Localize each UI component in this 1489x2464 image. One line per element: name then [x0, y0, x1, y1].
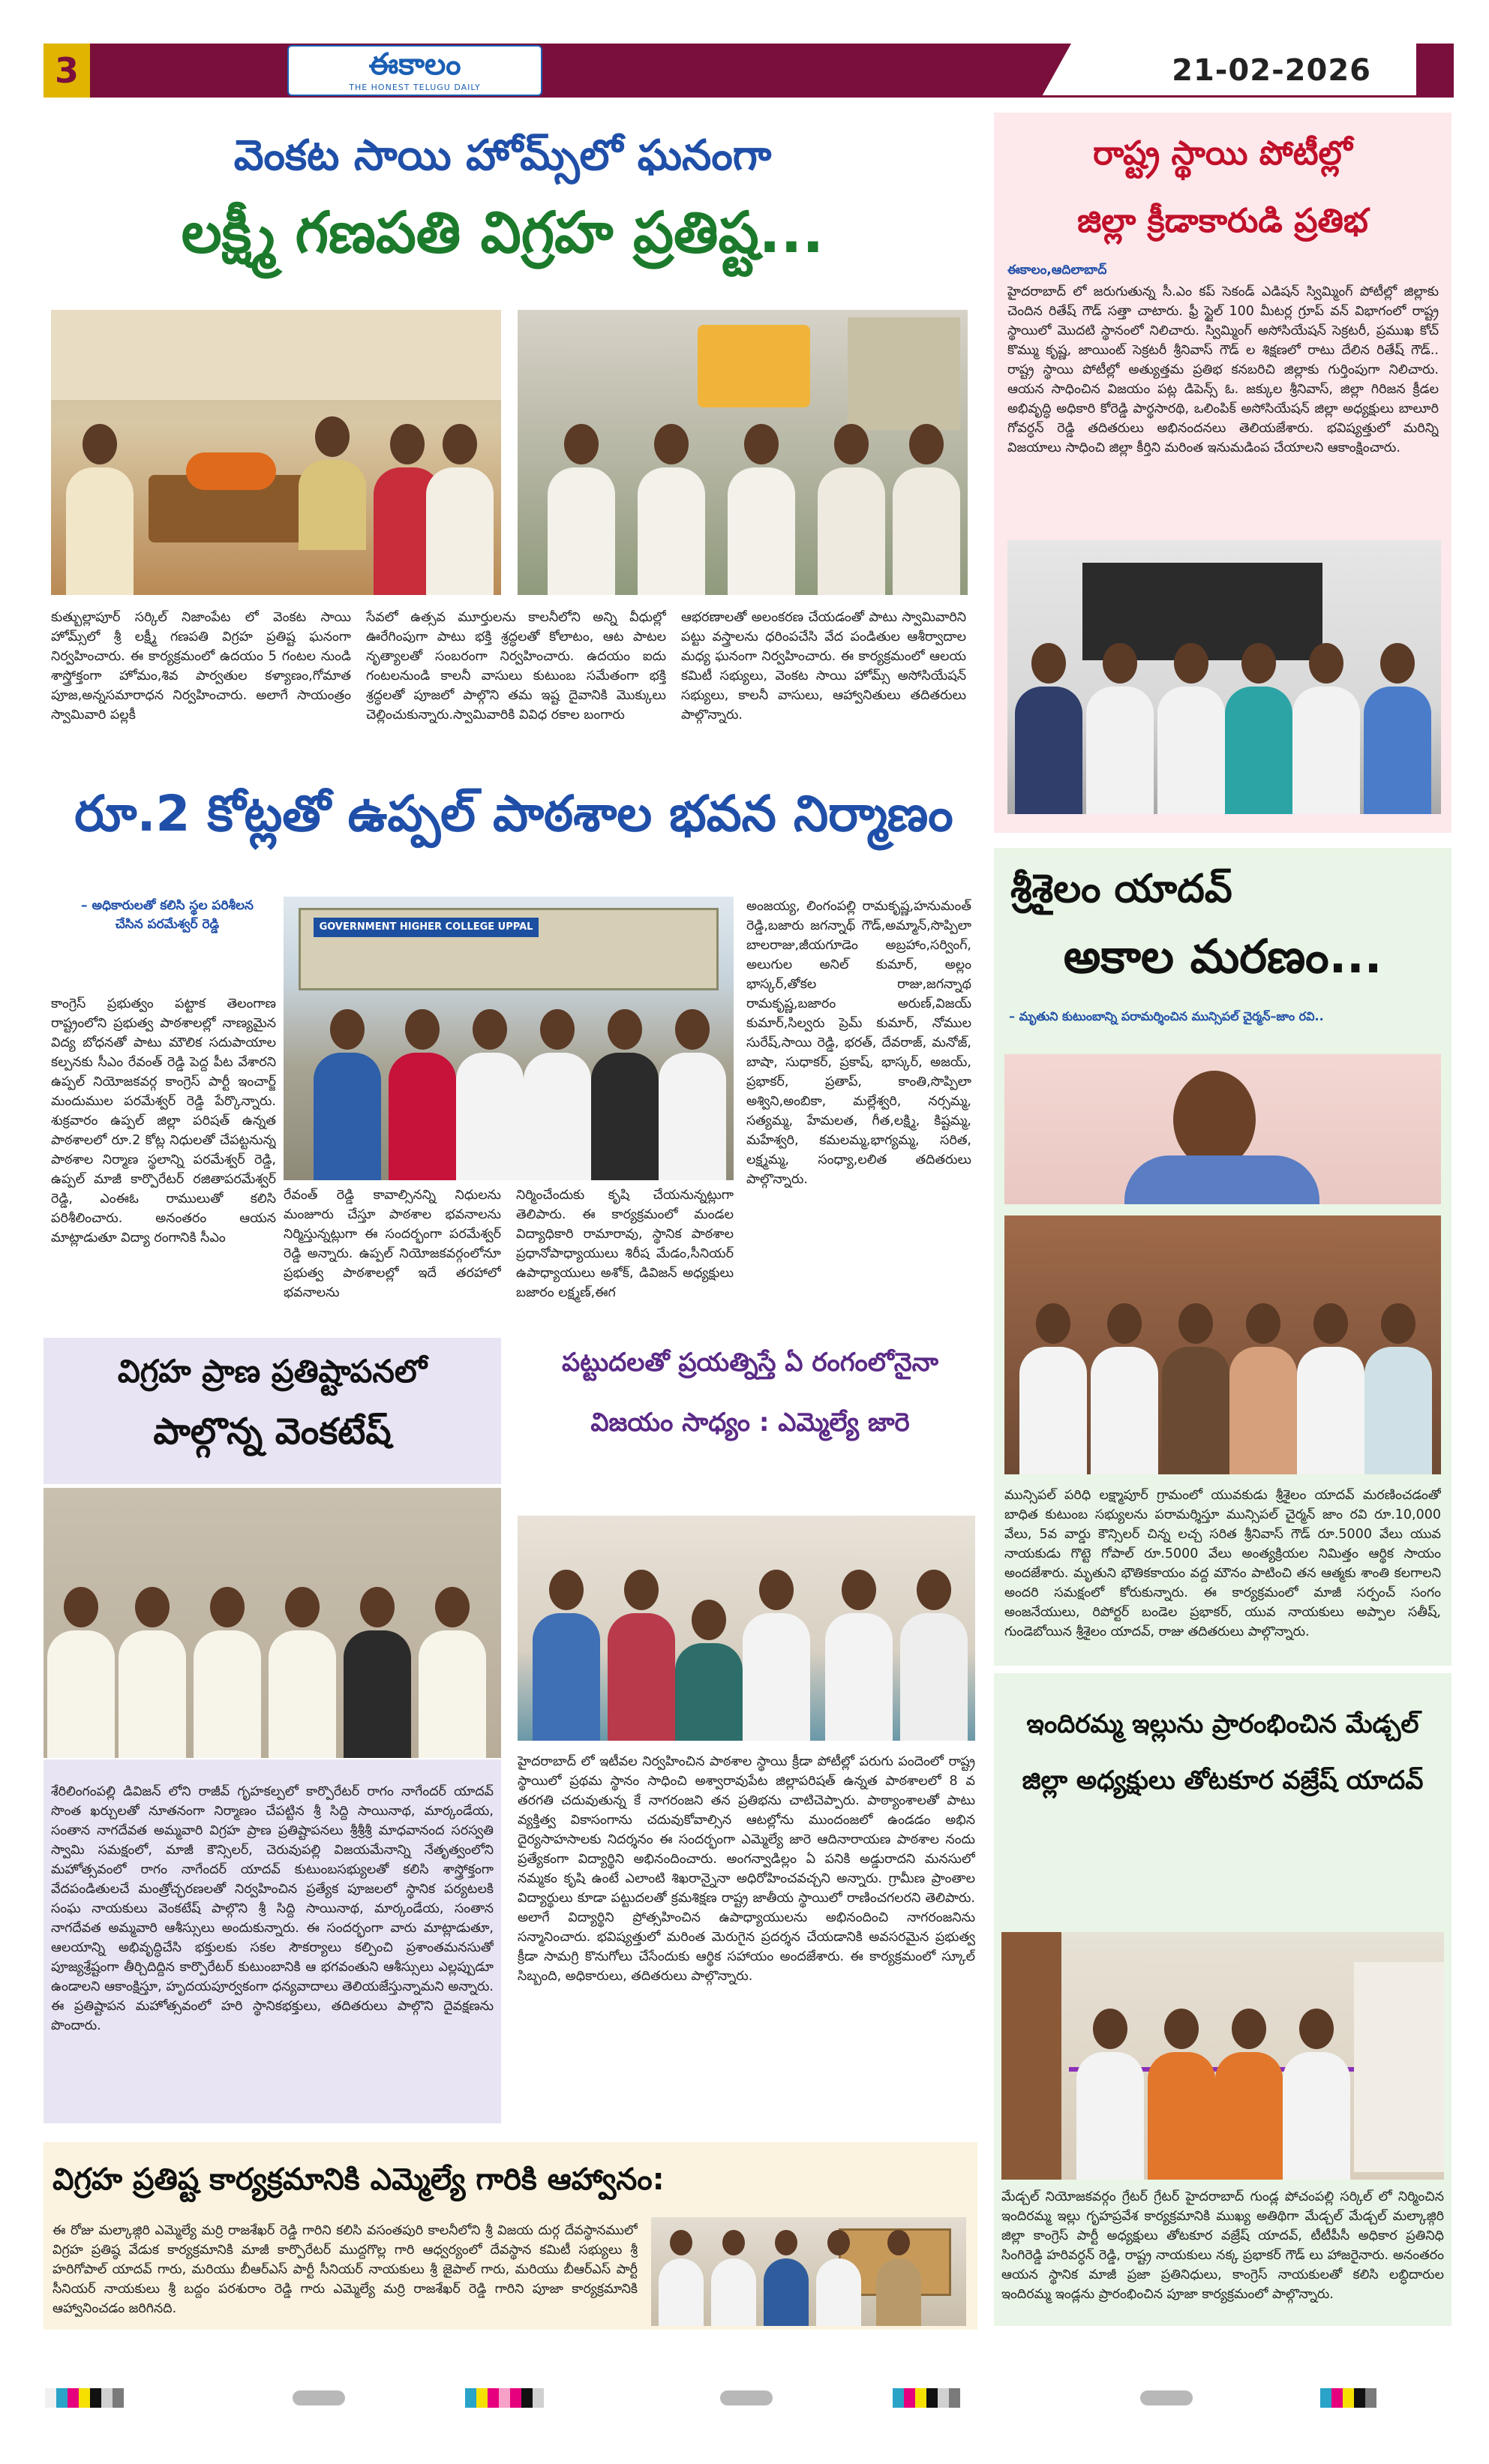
registration-mark-2: [720, 2390, 773, 2405]
uppal-subhead: – అధికారులతో కలిసి స్థల పరిశీలన చేసిన పరమేశ్వర్ రెడ్డి: [81, 898, 254, 932]
masthead-bar: [44, 44, 1041, 98]
mla-headline-1: పట్టుదలతో ప్రయత్నిస్తే ఏ రంగంలోనైనా: [562, 1348, 938, 1378]
uppal-body-col-4: అంజయ్య, లింగంపల్లి రామకృష్ణ,హనుమంత్ రెడ్డి,బజారు జగన్నాథ్ గౌడ్,అమ్మాన్,సొప్పిలా బాలరాజు,జీయగూడెం అబ్రహాం,సర్వింగ్, అలుగుల అనిల్ కుమార్, అల్లం భాస్కర్,తోకల రాజు,జగన్నాథ రామకృష్ణ,బజారం అరుణ్,విజయ్ కుమార్,సిల్వరు ప్రెమ్ కుమార్, నోముల సురేష్,సాయి రెడ్డి, భరత్, దేవరాజ్, మనోజ్, బాషా, సుధాకర్, ప్రకాష్, భాస్కర్, అజయ్, ప్రభాకర్, ప్రతాప్, కాంతి,సొప్పిలా అశ్విని,అంబికా, మల్లేశ్వరి, నర్సమ్మ, సత్యమ్మ, హేమలత, గీత,లక్ష్మి, కిష్టమ్మ, మహేశ్వరి, కమలమ్మ,భాగ్యమ్మ, సరిత, లక్ష్మమ్మ, సంధ్యా,లలిత తదితరులు పాల్గొన్నారు.: [746, 899, 971, 1187]
registration-mark-1: [293, 2390, 345, 2405]
color-registration-bar-4: [1320, 2388, 1376, 2408]
srisailam-box: [994, 848, 1451, 1666]
mla-headline-2: విజయం సాధ్యం : ఎమ్మెల్యే జారె: [590, 1408, 910, 1438]
issue-date: 21-02-2026: [1172, 53, 1371, 88]
lakshmi-headline-1: వెంకట సాయి హోమ్స్‌లో ఘనంగా: [233, 131, 772, 180]
uppal-headline: రూ.2 కోట్లతో ఉప్పల్ పాఠశాల భవన నిర్మాణం: [74, 785, 953, 843]
state-level-box: [994, 113, 1451, 833]
lakshmi-puja-photo: [51, 310, 501, 595]
color-registration-bar-1: [45, 2388, 124, 2408]
indiramma-inauguration-photo: [1001, 1932, 1444, 2180]
lakshmi-body-col-3: ఆభరణాలతో అలంకరణ చేయడంతో పాటు స్వామివారిని పట్టు వస్త్రాలను ధరింపచేసి వేద పండితుల ఆశీర్వాదాల మధ్య ఘనంగా నిర్వహించారు. ఈ కార్యక్రమంలో ఆలయ కమిటీ సభ్యులు, వెంకట సాయి హోమ్స్ అసోసియేషన్ సభ్యులు, కాలనీ వాసులు, ఆహ్వానితులు తదితరులు పాల్గొన్నారు.: [681, 610, 966, 723]
vigraha-headline-1: విగ్రహ ప్రాణ ప్రతిష్టాపనలో: [117, 1353, 428, 1390]
indiramma-body: మేడ్చల్ నియోజకవర్గం గ్రేటర్ గ్రేటర్ హైదరాబాద్ గుండ్ల పోచంపల్లి సర్కిల్ లో నిర్మించిన ఇందిరమ్మ ఇల్లు గృహప్రవేశ కార్యక్రమానికి ముఖ్య అతిథిగా మేడ్చల్ మేడ్చల్ మల్కాజ్గిరి జిల్లా కాంగ్రెస్ పార్టీ అధ్యక్షులు తోటకూర వజ్రేష్ యాదవ్, టీటీపీసీ అధికార ప్రతినిధి సింగిరెడ్డి హరివర్ధన్ రెడ్డి, రాష్ట్ర నాయకులు నక్క ప్రభాకర్ గౌడ్ లు హాజరైనారు. అనంతరం ఆయన స్థానిక మాజీ ప్రజా ప్రతినిధులు, కాంగ్రెస్ నాయకులతో కలిసి లబ్ధిదారుల ఇందిరమ్మ ఇండ్లను ప్రారంభించిన పూజా కార్యక్రమంలో పాల్గొన్నారు.: [1001, 2189, 1444, 2302]
registration-mark-3: [1140, 2390, 1193, 2405]
indiramma-headline-2: జిల్లా అధ్యక్షులు తోటకూర వజ్రేష్ యాదవ్: [1022, 1765, 1424, 1795]
logo-text: ఈకాలం: [368, 47, 461, 82]
state-team-photo: [1007, 540, 1441, 814]
srisailam-body: మున్సిపల్ పరిధి లక్ష్మాపూర్ గ్రామంలో యువకుడు శ్రీశైలం యాదవ్ మరణించడంతో బాధిత కుటుంబ సభ్యులను పరామర్శిస్తూ మున్సిపల్ చైర్మన్ జాం రవి రూ.10,000 వేలు, 5వ వార్డు కౌన్సిలర్ చిన్న లచ్చ సరిత శ్రీనివాస్ గౌడ్ రూ.5000 వేలు యువ నాయకుడు గొట్టె గోపాల్ రూ.5000 వేలు అంత్యక్రియల నిమిత్తం ఆర్థిక సాయం అందజేశారు. మృతుని భౌతికకాయం వద్ద మౌనం పాటించి తన ఆత్మకు శాంతి కలగాలని అందరి సమక్షంలో కోరుకున్నారు. ఈ కార్యక్రమంలో మాజీ సర్పంచ్ సంగం అంజనేయులు, రిపోర్టర్ బండెల ప్రభాకర్, యువ నాయకులు అప్పాల సతీష్, గుండెబోయిన శ్రీశైలం యాదవ్, రాజు తదితరులు పాల్గొన్నారు.: [1004, 1488, 1441, 1639]
indiramma-box: [994, 1673, 1451, 2326]
masthead-divider: [1041, 44, 1071, 98]
mla-body: హైదరాబాద్ లో ఇటీవల నిర్వహించిన పాఠశాల స్థాయి క్రీడా పోటీల్లో పరుగు పందెంలో రాష్ట్ర స్థాయిలో ప్రథమ స్థానం సాధించి అశ్వారావుపేట జిల్లాపరిషత్ ఉన్నత పాఠశాలలో 8 వ తరగతి చదువుతున్న కే నాగరంజని తన ప్రతిభను చాటిచెప్పారు. పాఠ్యాంశాలతో పాటు వ్యక్తిత్వ వికాసంగాను చదువుకోవాల్సిన ఆటల్లోను ముందంజలో ఉండడం అభిన దైర్యసాహసాలకు నిదర్శనం ఈ సందర్భంగా ఎమ్మెల్యే జారె ఆదినారాయణ పాఠశాల నందు ప్రత్యేకంగా విద్యార్థిని అభినందించారు. అంగన్వాడిల్లం ఏ పనికి అడ్డురాదని మనసులో నమ్మకం కృషి ఉంటే ఎలాంటి శిఖరాన్నైనా అధిరోహించవచ్చని అన్నారు. గ్రామీణ ప్రాంతాల విద్యార్థులు కూడా పట్టుదలతో క్రమశిక్షణ రాష్ట్ర జాతీయ స్థాయిలో రాణించగలరని తెలిపారు. అలాగే విద్యార్థిని ప్రోత్సహించిన ఉపాధ్యాయులను అభినందించి నాగరంజనిను సన్మానించారు. భవిష్యత్తులో మరింత మెరుగైన ప్రదర్శన చేయడానికి అవసరమైన ప్రభుత్వ క్రీడా సామగ్రి కొనుగోలు చేసేందుకు ఆర్థిక సహాయం అందజేశారు. ఈ కార్యక్రమంలో స్కూల్ సిబ్బంది, అధికారులు, తదితరులు పాల్గొన్నారు.: [518, 1754, 975, 1984]
color-registration-bar-2: [465, 2388, 544, 2408]
lakshmi-body-col-2: సేవలో ఉత్సవ మూర్తులను కాలనీలోని అన్ని వీధుల్లో ఊరేగింపుగా పాటు భక్తి శ్రద్ధలతో కోలాటం, ఆట పాటల నృత్యాలతో సంబరంగా నిర్వహించారు. ఉదయం ఐదు గంటలనుండి కాలనీ వాసులు కుటుంబ సమేతంగా భక్తి శ్రద్ధలతో పూజలో పాల్గొని తమ ఇష్ట దైవానికి మొక్కులు చెల్లించుకున్నారు.స్వామివారికి వివిధ రకాల బంగారు: [366, 610, 666, 723]
state-body: హైదరాబాద్ లో జరుగుతున్న సీ.ఎం కప్ సెకండ్ ఎడిషన్ స్విమ్మింగ్ పోటీల్లో జిల్లాకు చెందిన రితేష్ గౌడ్ సత్తా చాటారు. ఫ్రీ స్టైల్ 100 మీటర్ల గ్రూప్ వన్ విభాగంలో రాష్ట్ర స్థాయిలో మొదటి స్థానంలో నిలిచారు. స్విమ్మింగ్ అసోసియేషన్ సెక్రటరీ, ప్రముఖ కోచ్ కొమ్ము కృష్ణ, జాయింట్ సెక్రటరీ శ్రీనివాస్ గౌడ్ ల శిక్షణలో రాటు దేలిన రితేష్ గౌడ్.. రాష్ట్ర స్థాయి పోటీల్లో అత్యుత్తమ ప్రతిభ కనబరిచి జిల్లాకు గుర్తింపుగా నిలిచారు. ఆయన సాధించిన విజయం పట్ల డిపెన్స్ ఓ. జక్కుల శ్రీనివాస్, జిల్లా గిరిజన క్రీడల అభివృద్ధి అధికారి కోరెడ్డి పార్థసారథి, ఒలింపిక్ అసోసియేషన్ జిల్లా అధ్యక్షులు బాలూరి గోవర్ధన్ రెడ్డి తదితరులు అభినందనలు తెలియజేశారు. భవిష్యత్తులో మరిన్ని విజయాలు సాధించి జిల్లా కీర్తిని మరింత ఇనుమడింప చేయాలని ఆకాంక్షించారు.: [1007, 284, 1439, 455]
uppal-body-col-3: నిర్మించేందుకు కృషి చేయనున్నట్లుగా తెలిపారు. ఈ కార్యక్రమంలో మండల విద్యాధికారి రామారావు, స్థానిక పాఠశాల ప్రధానోపాధ్యాయులు శిరీష మేడం,సీనియర్ ఉపాధ్యాయులు అశోక్, డివిజన్ అధ్యక్షులు బజారం లక్ష్మణ్,ఈగ: [516, 1188, 734, 1300]
mla-felicitation-photo: [518, 1516, 975, 1741]
date-strip: [1041, 44, 1416, 98]
vigraha-group-photo: [44, 1488, 501, 1758]
page-number: 3: [44, 44, 90, 98]
state-dateline: ఈకాలం,ఆదిలాబాద్: [1007, 263, 1107, 278]
state-headline-2: జిల్లా క్రీడాకారుడి ప్రతిభ: [1077, 202, 1368, 240]
lakshmi-body-col-1: కుత్బుల్లాపూర్ సర్కిల్ నిజాంపేట లో వెంకట సాయి హోమ్స్‌లో శ్రీ లక్ష్మీ గణపతి విగ్రహ ప్రతిష్ట ఘనంగా నిర్వహించారు. ఈ కార్యక్రమంలో ఉదయం 5 గంటల నుండి శాస్త్రోక్తంగా హోమం,శివ పార్వతుల కళ్యాణం,గోమాత పూజ,అన్నసమారాధన నిర్వహించారు. అలాగే సాయంత్రం స్వామివారి పల్లకీ: [51, 610, 351, 723]
newspaper-logo: [287, 45, 542, 96]
school-name-board: GOVERNMENT HIGHER COLLEGE UPPAL: [314, 918, 539, 937]
state-headline-1: రాష్ట్ర స్థాయి పోటీల్లో: [1093, 134, 1352, 173]
srisailam-headline-1: శ్రీశైలం యాదవ్: [1010, 867, 1232, 912]
vigraha-body-box: [44, 1759, 501, 2123]
lakshmi-guests-photo: [518, 310, 968, 595]
indiramma-headline-1: ఇందిరమ్మ ఇల్లును ప్రారంభించిన మేడ్చల్: [1026, 1709, 1419, 1739]
vigraha-headline-2: పాల్గొన్న వెంకటేష్: [153, 1411, 392, 1453]
masthead: [44, 44, 1454, 98]
lakshmi-headline-2: లక్ష్మీ గణపతి విగ్రహ ప్రతిష్ట...: [181, 199, 824, 266]
uppal-body-col-1: కాంగ్రెస్ ప్రభుత్వం పట్టాక తెలంగాణ రాష్ట్రంలోని ప్రభుత్వ పాఠశాలల్లో నాణ్యమైన విద్య బోధనతో పాటు మౌలిక సదుపాయాల కల్పనకు సీఎం రేవంత్ రెడ్డి పెద్ద పీట వేశారని ఉప్పల్ నియోజకవర్గ కాంగ్రెస్ పార్టీ ఇంచార్జ్ మందుముల పరమేశ్వర్ రెడ్డి పేర్కొన్నారు. శుక్రవారం ఉప్పల్ జిల్లా పరిషత్ ఉన్నత పాఠశాలలో రూ.2 కోట్ల నిధులతో చేపట్టనున్న పాఠశాల నిర్మాణ స్థలాన్ని పరమేశ్వర్ రెడ్డి, ఉప్పల్ మాజీ కార్పొరేటర్ రజితాపరమేశ్వర్ రెడ్డి, ఎంఈఓ రాములుతో కలిసి పరిశీలించారు. అనంతరం ఆయన మాట్లాడుతూ విద్యా రంగానికి సీఎం: [51, 996, 276, 1246]
logo-tagline: THE HONEST TELUGU DAILY: [349, 83, 481, 92]
vigraha-body: శేరిలింగంపల్లి డివిజన్ లోని రాజీవ్ గృహకల్పలో కార్పొరేటర్ రాగం నాగేందర్ యాదవ్ సొంత ఖర్చులతో నూతనంగా నిర్మాణం చేపట్టిన శ్రీ సిద్ది సాయినాథ, మార్కండేయ, సంతాన నాగదేవత అమ్మవారి విగ్రహ ప్రాణ ప్రతిష్టాపనలు శ్రీశ్రీశ్రీ మాధవానంద సరస్వతి స్వామి సమక్షంలో, మాజీ కౌన్సిలర్, చెరువుపల్లి విజయమేనాన్ని నేతృత్వంలోని మహోత్సవంలో రాగం నాగేందర్ యాదవ్ కుటుంబసభ్యులతో కలిసి శాస్త్రోక్తంగా వేదపండితులచే మంత్రోచ్ఛరణలతో నిర్వహించిన ప్రత్యేక పూజలలో స్థానిక పర్యటలకి సంఘ నాయకులు వెంకటేష్ పాల్గొని శ్రీ సిద్ది సాయినాథ, మార్కండేయ, సంతాన నాగదేవత అమ్మవారి ఆశీస్సులు అందుకున్నారు. ఈ సందర్భంగా వారు మాట్లాడుతూ, ఆలయాన్ని అభివృద్ధిచేసి భక్తులకు సకల సౌకర్యాలు కల్పించి ప్రశాంతమనసుతో పూజ్యశ్రేష్టంగా తీర్చిదిద్దిన కార్పొరేటర్ కుటుంబానికి ఆ భగవంతుని ఆశీస్సులు ఎల్లప్పుడూ ఉండాలని ఆకాంక్షిస్తూ, హృదయపూర్వకంగా ధన్యవాదాలు తెలియజేస్తున్నామని అన్నారు. ఈ ప్రతిష్టాపన మహోత్సవంలో హరి స్థానికభక్తులు, తదితరులు పాల్గొని దైవక్షణను పొందారు.: [51, 1784, 494, 2033]
srisailam-condolence-photo: [1004, 1215, 1441, 1474]
vigraha-head-box: [44, 1338, 501, 1484]
color-registration-bar-3: [893, 2388, 960, 2408]
srisailam-headline-2: అకాల మరణం...: [1063, 929, 1382, 984]
uppal-body-col-2: రేవంత్ రెడ్డి కావాల్సినన్ని నిధులను మంజూరు చేస్తూ పాఠశాల భవనాలను నిర్మిస్తున్నట్లుగా ఈ సందర్భంగా పరమేశ్వర్ రెడ్డి అన్నారు. ఉప్పల్ నియోజకవర్గంలోనూ ప్రభుత్వ పాఠశాలల్లో ఇదే తరహాలో భవనాలను: [284, 1188, 501, 1300]
invitation-box: [44, 2142, 977, 2330]
invitation-body: ఈ రోజు మల్కాజ్గిరి ఎమ్మెల్యే మర్రి రాజశేఖర్ రెడ్డి గారిని కలిసి వసంతపురి కాలనీలోని శ్రీ విజయ దుర్గ దేవస్థానములో విగ్రహ ప్రతిష్ఠ వేడుక కార్యక్రమానికి మాజీ కార్పొరేటర్ ముద్దగొల్ల గారి ఆధ్వర్యంలో దేవస్థాన కమిటీ సభ్యులు శ్రీ హరిగోపాల్ యాదవ్ గారు, మరియు బీఆర్ఎస్ పార్టీ సీనియర్ నాయకులు శ్రీ జైపాల్ గారు, మరియు బీఆర్ఎస్ పార్టీ సీనియర్ నాయకులు శ్రీ బద్దం పరశురాం రెడ్డి గారు ఎమ్మెల్యే మర్రి రాజశేఖర్ రెడ్డి గారిని పూజా కార్యక్రమానికి ఆహ్వానించడం జరిగినది.: [53, 2223, 638, 2316]
masthead-end-bar: [1416, 44, 1454, 98]
invitation-photo: [651, 2217, 966, 2326]
srisailam-portrait-photo: [1004, 1054, 1441, 1204]
uppal-school-photo: [284, 897, 734, 1180]
invitation-headline: విగ్రహ ప్రతిష్ట కార్యక్రమానికి ఎమ్మెల్యే గారికి ఆహ్వానం:: [53, 2162, 665, 2197]
srisailam-subhead: – మృతుని కుటుంబాన్ని పరామర్శించిన మున్సిపల్ చైర్మన్–జాం రవి..: [1009, 1009, 1324, 1023]
